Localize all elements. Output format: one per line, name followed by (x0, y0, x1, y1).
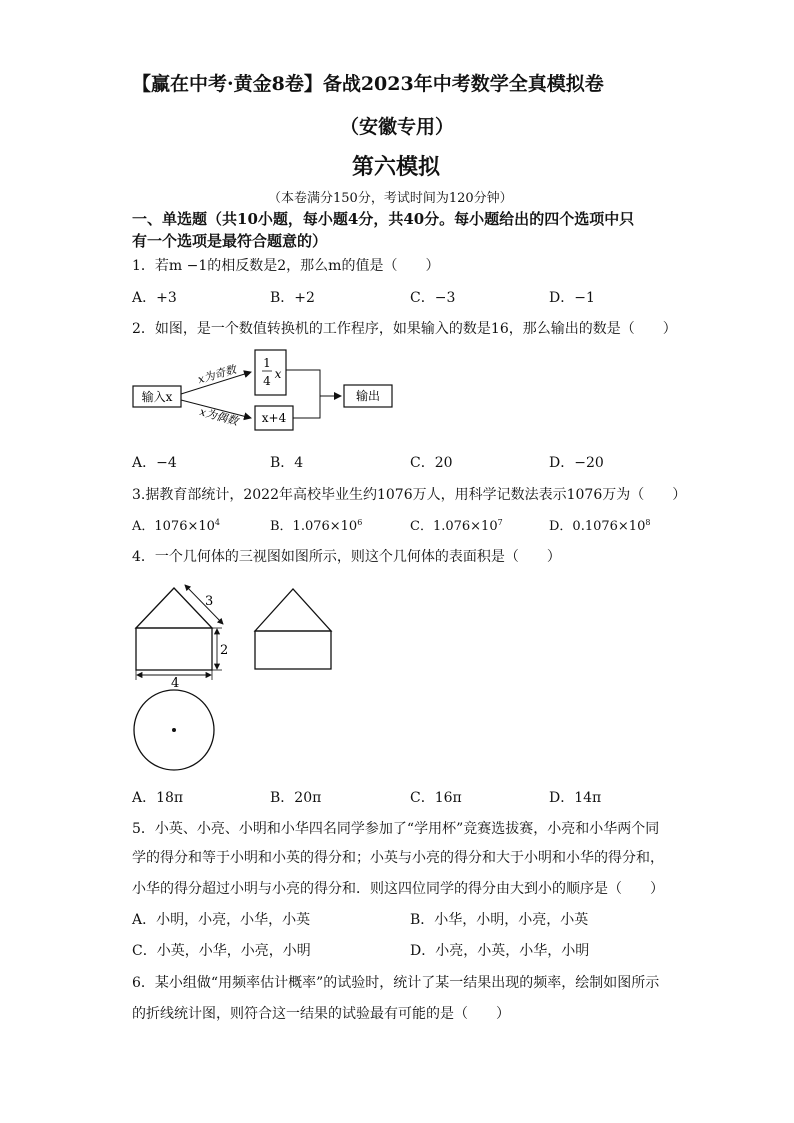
q4-option-b: B．20π (270, 790, 322, 806)
dim-width: 4 (171, 676, 180, 691)
q1-option-a: A．+3 (132, 290, 177, 306)
question-5-stem: 5．小英、小亮、小明和小华四名同学参加了“学用杯”竞赛选拔赛，小亮和小华两个同 (132, 821, 660, 837)
q5-option-a: A．小明，小亮，小华，小英 (132, 912, 311, 928)
dim-height: 2 (220, 643, 229, 658)
q5-option-d: D．小亮，小英，小华，小明 (410, 943, 590, 959)
q1-option-c: C．−3 (410, 290, 456, 306)
question-3-stem: 3.据教育部统计，2022年高校毕业生约1076万人，用科学记数法表示1076万为（ ） (132, 487, 687, 503)
q4-option-c: C．16π (410, 790, 462, 806)
q4-option-a: A．18π (132, 790, 184, 806)
fraction-denominator: 4 (263, 374, 271, 388)
q3-option-c: C．$1.076\times 10^7$ (410, 518, 503, 534)
section-heading: 一、单选题（共10小题，每小题4分，共40分。每小题给出的四个选项中只 (132, 210, 635, 228)
question-2-stem: 2．如图，是一个数值转换机的工作程序，如果输入的数是16，那么输出的数是（ ） (132, 321, 677, 337)
top-view (134, 690, 214, 770)
q3-option-b: B．$1.076\times 10^6$ (270, 518, 363, 534)
question-5-stem-2: 学的得分和等于小明和小英的得分和；小英与小亮的得分和大于小明和小华的得分和， (132, 850, 664, 866)
odd-branch-label: x为奇数 (196, 362, 238, 387)
three-view-diagram (128, 580, 358, 780)
question-6-stem-2: 的折线统计图，则符合这一结果的试验最有可能的是（ ） (132, 1006, 510, 1022)
even-op-label: x+4 (261, 411, 287, 425)
exam-subtitle: （安徽专用） (340, 116, 455, 138)
q5-option-b: B．小华，小明，小亮，小英 (410, 912, 589, 928)
paper-name: 第六模拟 (352, 154, 441, 180)
q4-option-d: D．14π (549, 790, 602, 806)
q2-option-b: B．4 (270, 455, 304, 471)
output-label: 输出 (355, 389, 381, 403)
q1-option-d: D．−1 (549, 290, 595, 306)
q2-option-c: C．20 (410, 455, 453, 471)
side-view (255, 589, 331, 669)
question-5-stem-3: 小华的得分超过小明与小亮的得分和．则这四位同学的得分由大到小的顺序是（ ） (132, 881, 664, 897)
conversion-machine-diagram (130, 348, 400, 438)
question-4-stem: 4．一个几何体的三视图如图所示，则这个几何体的表面积是（ ） (132, 549, 561, 565)
q3-option-d: D．$0.1076\times 10^8$ (549, 518, 651, 534)
q5-option-c: C．小英，小华，小亮，小明 (132, 943, 311, 959)
section-heading-cont: 有一个选项是最符合题意的） (132, 232, 328, 250)
fraction-numerator: 1 (263, 356, 271, 370)
input-label: 输入x (141, 390, 173, 404)
question-1-stem: 1．若m −1的相反数是2，那么m的值是（ ） (132, 258, 440, 274)
dim-slant: 3 (205, 594, 214, 609)
question-6-stem: 6．某小组做“用频率估计概率”的试验时，统计了某一结果出现的频率，绘制如图所示 (132, 975, 660, 991)
q2-option-d: D．−20 (549, 455, 604, 471)
q1-option-b: B．+2 (270, 290, 315, 306)
q3-option-a: A．$1076\times 10^4$ (132, 518, 221, 534)
even-branch-label: x为偶数 (198, 405, 240, 428)
q2-option-a: A．−4 (132, 455, 177, 471)
fraction-variable: x (274, 367, 282, 381)
exam-note: （本卷满分150分，考试时间为120分钟） (268, 191, 513, 206)
front-view (136, 585, 228, 691)
exam-title: 【赢在中考·黄金8卷】备战2023年中考数学全真模拟卷 (132, 73, 604, 95)
